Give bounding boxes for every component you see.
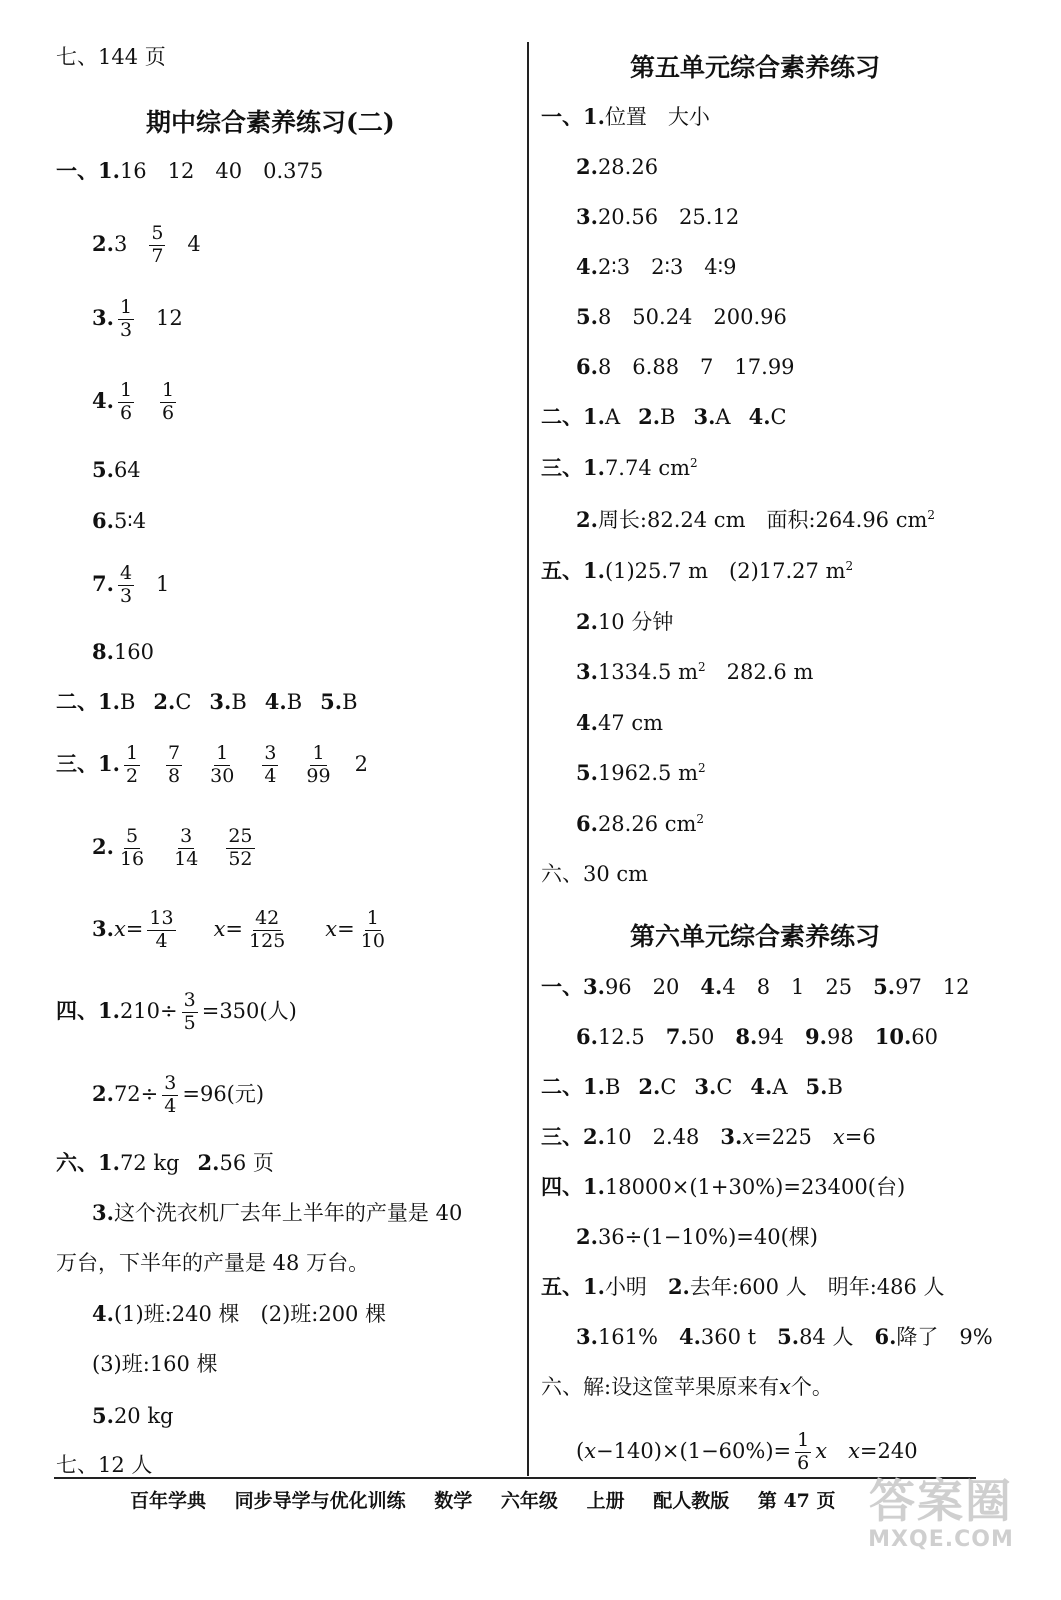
expression: −140)×(1−60%)=: [596, 1438, 792, 1463]
fraction: [166, 743, 182, 788]
answer-text: 360 t: [700, 1325, 778, 1349]
answer-label: 4.: [576, 254, 598, 279]
superscript: 2: [698, 660, 706, 674]
choice-number: 1.: [583, 1074, 605, 1099]
choice-answer: B: [827, 1075, 843, 1099]
fraction: [118, 380, 134, 425]
answer-text: 小明: [604, 1275, 668, 1299]
answer-label: 5.: [777, 1324, 800, 1349]
answer-label: 5.: [576, 760, 598, 785]
denominator: 4: [155, 929, 168, 952]
fraction: [149, 223, 165, 268]
answer-text: =225: [754, 1125, 833, 1149]
choice-answer: B: [286, 690, 303, 714]
footer-volume: 上册: [586, 1490, 625, 1512]
answer-text: 8 50.24 200.96: [597, 305, 787, 329]
answer-label: 一、1.: [56, 158, 120, 183]
answer-text: 7.74 cm: [604, 456, 691, 480]
u6-equation: [576, 1430, 918, 1475]
variable: x: [213, 916, 226, 941]
answer-s1-q4: [92, 380, 180, 425]
answer-text: 位置 大小: [604, 105, 710, 129]
answer-label: 2.: [92, 1080, 114, 1106]
footer-series: 同步导学与优化训练: [234, 1490, 406, 1512]
choice-number: 5.: [805, 1074, 828, 1099]
u5-s5-q5: [576, 762, 706, 784]
left-title: 期中综合素养练习(二): [146, 108, 395, 137]
choice-number: 5.: [320, 689, 343, 714]
answer-text: 94: [757, 1025, 806, 1049]
answer-label: 5.: [576, 304, 598, 329]
choice-number: 3.: [209, 689, 232, 714]
answer-text: 47 cm: [597, 711, 664, 735]
answer-text: 160: [113, 640, 155, 664]
u5-s5-q1: [541, 560, 853, 582]
fraction: [147, 908, 175, 953]
answer-text: 18000×(1+30%)=23400(台): [604, 1175, 906, 1199]
answer-text: 72 kg: [119, 1151, 180, 1175]
choice-number: 2.: [638, 404, 661, 429]
numerator: 5: [151, 222, 164, 244]
answer-s6-q1: [56, 1152, 274, 1174]
answer-text: 28.26 cm: [597, 812, 697, 836]
footer-rule: [54, 1477, 976, 1479]
answer-text: 10 2.48: [604, 1125, 721, 1149]
denominator: 99: [306, 764, 331, 787]
answer-label: 3.: [92, 304, 114, 330]
variable: x: [832, 1125, 845, 1149]
answer-label: 3.: [576, 659, 598, 684]
variable: x: [848, 1438, 860, 1463]
answer-label: 4.: [700, 974, 723, 999]
answer-text: 2∶3 2∶3 4∶9: [597, 255, 737, 279]
section-label: 七、: [56, 1453, 98, 1477]
u5-q6: [576, 356, 795, 378]
numerator: 1: [125, 742, 139, 764]
answer-text: =6: [844, 1125, 876, 1149]
answer-value: 3: [113, 231, 128, 256]
fraction: [182, 990, 198, 1035]
answer-text: 64: [113, 458, 141, 482]
numerator: 3: [183, 989, 196, 1011]
answer-s6-q3-line1: [92, 1202, 462, 1224]
choice-answer: C: [770, 405, 787, 429]
numerator: 1: [216, 742, 229, 764]
fraction: [172, 826, 200, 871]
denominator: 4: [264, 764, 277, 787]
fraction: [795, 1430, 811, 1475]
u5-q2: [576, 156, 658, 178]
numerator: 3: [264, 742, 277, 764]
denominator: 30: [210, 764, 235, 787]
answer-value: 4: [187, 231, 201, 256]
answer-text: 去年:600 人 明年:486 人: [689, 1275, 945, 1299]
denominator: 3: [119, 318, 133, 341]
answer-label: 2.: [576, 507, 598, 532]
numerator: 42: [255, 907, 280, 929]
superscript: 2: [698, 761, 706, 775]
answer-label: 2.: [576, 609, 598, 634]
variable: x: [742, 1125, 755, 1149]
equals: =: [225, 916, 244, 941]
variable: x: [325, 916, 338, 941]
answer-label: 3.: [720, 1124, 743, 1149]
answer-s2-choices: [56, 691, 358, 713]
fraction: [262, 743, 278, 788]
answer-label: 5.: [92, 1403, 114, 1428]
answer-label: 8.: [92, 639, 114, 664]
expression: [827, 1439, 848, 1463]
fraction: [160, 380, 176, 425]
answer-text: 161%: [597, 1325, 679, 1349]
answer-label: 三、1.: [56, 750, 120, 776]
answer-text: 解:设这筐苹果原来有: [583, 1375, 780, 1399]
left-top-line: 七、144 页: [56, 45, 166, 69]
answer-label: 3.: [576, 1324, 598, 1349]
answer-label: 一、1.: [541, 104, 605, 129]
superscript: 2: [696, 812, 705, 826]
answer-label: 五、1.: [541, 1274, 605, 1299]
answer-label: 4.: [92, 1301, 114, 1326]
expression: (: [576, 1438, 585, 1463]
answer-label: 2.: [576, 1224, 598, 1249]
answer-s3-q1: [56, 743, 368, 788]
denominator: 125: [249, 929, 286, 952]
expression: =240: [859, 1438, 918, 1463]
denominator: 7: [151, 244, 164, 267]
answer-text: 84 人: [799, 1325, 875, 1349]
u6-row1: [541, 976, 970, 998]
answer-s3-q2: [92, 826, 259, 871]
answer-s1-q7: [92, 563, 169, 608]
fraction: [359, 908, 387, 953]
choice-answer: B: [604, 1075, 621, 1099]
column-divider: [527, 42, 529, 1476]
choice-answer: B: [660, 405, 676, 429]
answer-text: 30 cm: [583, 862, 649, 886]
variable: x: [113, 916, 126, 941]
footer-subject: 数学: [434, 1490, 473, 1512]
choice-number: 3.: [694, 1074, 717, 1099]
choice-number: 2.: [153, 689, 176, 714]
answer-s1-q2: [92, 223, 201, 268]
denominator: 3: [119, 584, 133, 607]
fraction: [118, 826, 146, 871]
answer-text: 96 20: [604, 975, 701, 999]
answer-text: 周长:82.24 cm 面积:264.96 cm: [597, 508, 928, 532]
choice-answer: B: [231, 690, 247, 714]
answer-text: 12.5: [597, 1025, 666, 1049]
answer-label: 四、1.: [56, 997, 120, 1023]
fraction: [118, 563, 134, 608]
answer-text: 98: [826, 1025, 875, 1049]
answer-label: 4.: [576, 710, 598, 735]
denominator: 14: [174, 847, 199, 870]
answer-text: 5∶4: [113, 509, 147, 533]
answer-s3-q3: [92, 908, 391, 953]
u5-s3-q2: [576, 509, 935, 531]
u5-s5-q3: [576, 661, 813, 683]
answer-text: 20 kg: [113, 1404, 174, 1428]
denominator: 2: [125, 764, 139, 787]
answer-value: 2: [354, 751, 368, 776]
choice-answer: C: [716, 1075, 733, 1099]
numerator: 3: [164, 1072, 177, 1094]
answer-text: 4 8 1 25: [722, 975, 874, 999]
expression: =96(元): [182, 1081, 265, 1106]
numerator: 13: [149, 907, 174, 929]
answer-label: 7.: [92, 570, 114, 596]
u5-s3-q1: [541, 457, 698, 479]
section-label: 二、: [541, 1074, 583, 1099]
answer-text: 16 12 40 0.375: [119, 159, 324, 183]
numerator: 1: [312, 742, 325, 764]
choice-answer: A: [604, 405, 621, 429]
answer-text: 个。: [790, 1375, 833, 1399]
u6-s5-row2: [576, 1326, 993, 1348]
answer-text: 56 页: [219, 1151, 274, 1175]
answer-s6-q4-line2: (3)班:160 棵: [92, 1352, 218, 1376]
denominator: 10: [360, 929, 385, 952]
u5-s2-choices: [541, 406, 787, 428]
choice-answer: C: [175, 690, 192, 714]
answer-label: 6.: [576, 1024, 598, 1049]
footer-publisher: 百年学典: [130, 1490, 207, 1512]
answer-text: 8 6.88 7 17.99: [597, 355, 795, 379]
variable: x: [815, 1438, 828, 1463]
superscript: 2: [690, 456, 698, 470]
footer-edition: 配人教版: [653, 1490, 730, 1512]
answer-s1-q3: [92, 297, 183, 342]
variable: x: [584, 1438, 597, 1463]
answer-text: (1)班:240 棵 (2)班:200 棵: [113, 1302, 387, 1326]
u5-s5-q2: [576, 611, 673, 633]
u5-s6: [541, 864, 648, 885]
numerator: 1: [119, 379, 133, 401]
answer-text: 60: [911, 1025, 938, 1049]
choice-number: 4.: [748, 404, 771, 429]
expression: 72÷: [113, 1081, 159, 1106]
unit6-title: 第六单元综合素养练习: [630, 922, 881, 951]
answer-text: 12 人: [98, 1453, 153, 1477]
u6-s6: [541, 1377, 833, 1398]
denominator: 5: [183, 1011, 196, 1034]
answer-label: 7.: [665, 1024, 688, 1049]
answer-s1-q6: [92, 510, 146, 532]
answer-value: 1: [156, 571, 170, 596]
numerator: 4: [119, 562, 133, 584]
answer-label: 4.: [92, 387, 114, 413]
u5-q5: [576, 306, 787, 328]
answer-label: 3.: [576, 204, 598, 229]
section-label: 六、: [541, 862, 583, 886]
answer-s1-q1: [56, 160, 323, 182]
answer-label: 6.: [576, 811, 598, 836]
answer-s1-q5: [92, 459, 141, 481]
answer-label: 2.: [667, 1274, 690, 1299]
expression: =350(人): [201, 998, 297, 1023]
choice-number: 3.: [693, 404, 716, 429]
answer-s6-q3-line2: 万台，下半年的产量是 48 万台。: [56, 1251, 370, 1275]
choice-number: 1.: [583, 404, 605, 429]
choice-number: 4.: [750, 1074, 773, 1099]
answer-value: 12: [156, 305, 183, 330]
u6-s4-q1: [541, 1176, 905, 1198]
answer-text: 50: [687, 1025, 736, 1049]
answer-s4-q1: [56, 990, 297, 1035]
answer-text: 10 分钟: [597, 610, 674, 634]
choice-answer: B: [119, 690, 136, 714]
answer-label: 一、3.: [541, 974, 605, 999]
fraction: [247, 908, 287, 953]
section-label: 六、: [541, 1375, 583, 1399]
section-label: 二、: [56, 689, 98, 714]
choice-number: 2.: [638, 1074, 661, 1099]
numerator: 7: [168, 742, 181, 764]
answer-label: 2.: [92, 833, 114, 859]
answer-s4-q2: [92, 1073, 264, 1118]
answer-text: (1)25.7 m (2)17.27 m: [604, 559, 846, 583]
answer-label: 3.: [92, 1200, 114, 1225]
answer-text: 20.56 25.12: [597, 205, 740, 229]
choice-number: 4.: [264, 689, 287, 714]
choice-answer: C: [660, 1075, 677, 1099]
answer-label: 五、1.: [541, 558, 605, 583]
answer-s6-q4-line1: [92, 1303, 386, 1325]
page-footer: [130, 1486, 858, 1513]
answer-s1-q8: [92, 641, 154, 663]
fraction: [162, 1073, 178, 1118]
choice-answer: A: [715, 405, 731, 429]
answer-label: 10.: [874, 1024, 912, 1049]
denominator: 6: [797, 1451, 810, 1474]
footer-page-number: 第 47 页: [757, 1490, 836, 1512]
answer-text: 这个洗衣机厂去年上半年的产量是 40: [113, 1201, 463, 1225]
superscript: 2: [845, 559, 854, 573]
answer-label: 6.: [874, 1324, 897, 1349]
numerator: 5: [125, 825, 139, 847]
choice-number: 1.: [98, 689, 120, 714]
choice-answer: A: [772, 1075, 788, 1099]
answer-label: 6.: [92, 508, 114, 533]
denominator: 4: [164, 1094, 177, 1117]
watermark: [856, 1476, 1026, 1580]
answer-text: 降了 9%: [896, 1325, 993, 1349]
answer-s7: [56, 1455, 152, 1476]
denominator: 8: [168, 764, 181, 787]
u6-s2-choices: [541, 1076, 843, 1098]
superscript: 2: [927, 508, 936, 522]
fraction: [208, 743, 236, 788]
watermark-url: MXQE.COM: [868, 1526, 1014, 1552]
answer-text: 282.6 m: [705, 660, 814, 684]
answer-label: 四、1.: [541, 1174, 605, 1199]
fraction: [118, 297, 134, 342]
u5-q3: [576, 206, 739, 228]
equals: =: [337, 916, 355, 941]
expression: 210÷: [119, 998, 178, 1023]
u5-q4: [576, 256, 737, 278]
answer-label: 三、2.: [541, 1124, 605, 1149]
watermark-logo: 答案圈: [869, 1474, 1013, 1528]
answer-text: 36÷(1−10%)=40(棵): [597, 1225, 818, 1249]
answer-label: 8.: [735, 1024, 758, 1049]
answer-text: 1334.5 m: [597, 660, 699, 684]
u6-s5-row1: [541, 1276, 945, 1298]
u6-s4-q2: [576, 1226, 818, 1248]
u5-s5-q6: [576, 813, 704, 835]
answer-label: 2.: [197, 1150, 220, 1175]
fraction: [226, 826, 254, 871]
answer-label: 2.: [92, 230, 114, 256]
numerator: 1: [162, 379, 175, 401]
numerator: 3: [180, 825, 193, 847]
footer-grade: 六年级: [500, 1490, 558, 1512]
answer-label: 5.: [873, 974, 896, 999]
variable: x: [779, 1375, 791, 1399]
u6-row2: [576, 1026, 938, 1048]
answer-label: 4.: [678, 1324, 701, 1349]
answer-text: 97 12: [895, 975, 970, 999]
numerator: 25: [228, 825, 253, 847]
unit5-title: 第五单元综合素养练习: [630, 53, 881, 82]
fraction: [304, 743, 332, 788]
answer-label: 三、1.: [541, 455, 605, 480]
choice-answer: B: [342, 690, 358, 714]
equals: =: [125, 916, 144, 941]
u6-s3: [541, 1126, 876, 1148]
answer-s6-q5: [92, 1405, 174, 1427]
u5-q1: [541, 106, 710, 128]
answer-label: 9.: [805, 1024, 827, 1049]
denominator: 6: [119, 401, 133, 424]
denominator: 16: [119, 847, 145, 870]
u5-s5-q4: [576, 712, 663, 734]
answer-label: 6.: [576, 354, 598, 379]
numerator: 1: [119, 296, 133, 318]
answer-label: 5.: [92, 457, 114, 482]
answer-label: 2.: [576, 154, 598, 179]
denominator: 52: [228, 847, 253, 870]
answer-text: 28.26: [597, 155, 659, 179]
numerator: 1: [797, 1429, 810, 1451]
denominator: 6: [162, 401, 175, 424]
answer-label: 3.: [92, 915, 114, 941]
answer-text: 1962.5 m: [597, 761, 699, 785]
section-label: 二、: [541, 404, 583, 429]
answer-label: 六、1.: [56, 1150, 120, 1175]
numerator: 1: [366, 907, 379, 929]
fraction: [124, 743, 140, 788]
